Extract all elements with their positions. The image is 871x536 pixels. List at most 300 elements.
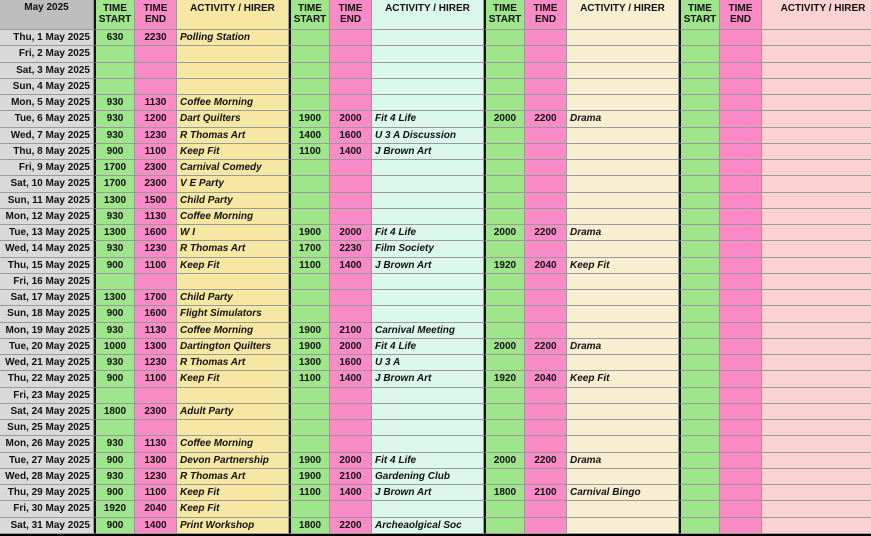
activity-cell[interactable]	[567, 79, 679, 95]
time-start-cell[interactable]	[289, 420, 330, 436]
time-end-cell[interactable]: 2000	[330, 453, 372, 469]
time-start-cell[interactable]	[484, 436, 525, 452]
time-start-cell[interactable]	[679, 111, 720, 127]
activity-cell[interactable]: Coffee Morning	[177, 95, 289, 111]
time-start-cell[interactable]	[679, 518, 720, 534]
activity-cell[interactable]	[762, 258, 871, 274]
activity-cell[interactable]	[372, 63, 484, 79]
time-start-cell[interactable]	[484, 144, 525, 160]
time-start-cell[interactable]	[679, 274, 720, 290]
time-start-cell[interactable]	[679, 290, 720, 306]
time-end-cell[interactable]	[720, 176, 762, 192]
activity-cell[interactable]	[762, 209, 871, 225]
activity-cell[interactable]	[372, 436, 484, 452]
time-end-cell[interactable]	[525, 306, 567, 322]
activity-cell[interactable]	[372, 46, 484, 62]
time-end-cell[interactable]	[720, 290, 762, 306]
activity-cell[interactable]: Adult Party	[177, 404, 289, 420]
time-start-cell[interactable]: 900	[94, 371, 135, 387]
activity-cell[interactable]	[567, 144, 679, 160]
date-cell[interactable]: Sun, 18 May 2025	[0, 306, 94, 322]
time-start-cell[interactable]: 930	[94, 469, 135, 485]
time-end-cell[interactable]	[525, 176, 567, 192]
time-start-cell[interactable]	[679, 323, 720, 339]
time-start-cell[interactable]: 1100	[289, 258, 330, 274]
time-end-cell[interactable]	[330, 209, 372, 225]
time-end-cell[interactable]	[525, 46, 567, 62]
activity-cell[interactable]	[567, 209, 679, 225]
activity-cell[interactable]: Coffee Morning	[177, 436, 289, 452]
time-start-cell[interactable]	[679, 420, 720, 436]
activity-cell[interactable]	[177, 274, 289, 290]
activity-cell[interactable]	[762, 404, 871, 420]
activity-cell[interactable]	[762, 388, 871, 404]
time-start-cell[interactable]: 1000	[94, 339, 135, 355]
date-cell[interactable]: Wed, 7 May 2025	[0, 128, 94, 144]
time-end-cell[interactable]	[720, 30, 762, 46]
time-start-cell[interactable]	[289, 46, 330, 62]
time-end-cell[interactable]	[720, 63, 762, 79]
time-end-cell[interactable]	[525, 323, 567, 339]
time-end-cell[interactable]: 1700	[135, 290, 177, 306]
time-end-cell[interactable]: 1230	[135, 355, 177, 371]
time-start-cell[interactable]	[289, 290, 330, 306]
date-cell[interactable]: Thu, 29 May 2025	[0, 485, 94, 501]
time-end-cell[interactable]	[720, 323, 762, 339]
activity-cell[interactable]	[372, 274, 484, 290]
time-end-cell[interactable]	[720, 128, 762, 144]
time-start-cell[interactable]	[679, 371, 720, 387]
date-cell[interactable]: Mon, 5 May 2025	[0, 95, 94, 111]
time-end-cell[interactable]	[135, 388, 177, 404]
time-start-cell[interactable]: 2000	[484, 453, 525, 469]
time-start-cell[interactable]: 1920	[484, 258, 525, 274]
time-end-cell[interactable]: 2200	[525, 225, 567, 241]
activity-cell[interactable]	[567, 518, 679, 534]
date-cell[interactable]: Sat, 31 May 2025	[0, 518, 94, 534]
time-start-cell[interactable]: 930	[94, 111, 135, 127]
time-start-cell[interactable]	[679, 30, 720, 46]
time-end-cell[interactable]	[720, 258, 762, 274]
activity-cell[interactable]	[762, 339, 871, 355]
time-end-cell[interactable]: 2000	[330, 111, 372, 127]
date-cell[interactable]: Mon, 26 May 2025	[0, 436, 94, 452]
time-end-cell[interactable]	[330, 290, 372, 306]
activity-cell[interactable]: Fit 4 Life	[372, 453, 484, 469]
date-cell[interactable]: Wed, 14 May 2025	[0, 241, 94, 257]
activity-cell[interactable]	[177, 63, 289, 79]
time-end-cell[interactable]	[525, 404, 567, 420]
activity-cell[interactable]: Keep Fit	[567, 371, 679, 387]
time-start-cell[interactable]	[484, 95, 525, 111]
activity-cell[interactable]: Child Party	[177, 193, 289, 209]
time-end-cell[interactable]: 1400	[330, 485, 372, 501]
time-end-cell[interactable]	[525, 436, 567, 452]
time-start-cell[interactable]	[484, 355, 525, 371]
activity-cell[interactable]	[762, 63, 871, 79]
time-end-cell[interactable]: 1100	[135, 258, 177, 274]
activity-cell[interactable]	[762, 128, 871, 144]
time-end-cell[interactable]: 1600	[330, 128, 372, 144]
activity-cell[interactable]	[567, 290, 679, 306]
time-start-cell[interactable]: 2000	[484, 225, 525, 241]
activity-cell[interactable]: Keep Fit	[177, 485, 289, 501]
time-end-cell[interactable]	[720, 79, 762, 95]
time-end-cell[interactable]: 2200	[330, 518, 372, 534]
time-start-cell[interactable]	[484, 176, 525, 192]
activity-cell[interactable]: R Thomas Art	[177, 241, 289, 257]
time-end-cell[interactable]	[135, 79, 177, 95]
time-start-cell[interactable]: 1800	[484, 485, 525, 501]
time-start-cell[interactable]: 1300	[94, 225, 135, 241]
time-end-cell[interactable]	[720, 501, 762, 517]
time-start-cell[interactable]: 900	[94, 485, 135, 501]
time-end-cell[interactable]: 1400	[330, 371, 372, 387]
time-end-cell[interactable]	[720, 355, 762, 371]
time-end-cell[interactable]	[720, 306, 762, 322]
time-end-cell[interactable]	[330, 388, 372, 404]
activity-cell[interactable]	[762, 355, 871, 371]
time-start-cell[interactable]	[289, 306, 330, 322]
activity-cell[interactable]: R Thomas Art	[177, 355, 289, 371]
time-end-cell[interactable]: 1600	[135, 306, 177, 322]
activity-cell[interactable]: V E Party	[177, 176, 289, 192]
time-end-cell[interactable]: 2100	[330, 323, 372, 339]
time-start-cell[interactable]	[484, 63, 525, 79]
time-start-cell[interactable]: 1900	[289, 469, 330, 485]
activity-cell[interactable]	[762, 225, 871, 241]
time-start-cell[interactable]	[484, 46, 525, 62]
activity-cell[interactable]	[762, 323, 871, 339]
time-end-cell[interactable]: 2000	[330, 225, 372, 241]
time-end-cell[interactable]: 2200	[525, 453, 567, 469]
time-start-cell[interactable]	[484, 274, 525, 290]
time-end-cell[interactable]	[135, 420, 177, 436]
activity-cell[interactable]	[762, 371, 871, 387]
activity-cell[interactable]	[567, 176, 679, 192]
date-cell[interactable]: Mon, 12 May 2025	[0, 209, 94, 225]
time-start-cell[interactable]	[679, 469, 720, 485]
time-end-cell[interactable]	[330, 193, 372, 209]
activity-cell[interactable]	[762, 290, 871, 306]
date-cell[interactable]: Sun, 25 May 2025	[0, 420, 94, 436]
activity-cell[interactable]: Film Society	[372, 241, 484, 257]
date-cell[interactable]: Tue, 13 May 2025	[0, 225, 94, 241]
activity-cell[interactable]: Keep Fit	[177, 258, 289, 274]
time-start-cell[interactable]: 630	[94, 30, 135, 46]
time-start-cell[interactable]	[679, 63, 720, 79]
time-start-cell[interactable]	[94, 388, 135, 404]
activity-cell[interactable]: Archeaolgical Soc	[372, 518, 484, 534]
time-end-cell[interactable]: 1230	[135, 128, 177, 144]
activity-cell[interactable]	[567, 388, 679, 404]
time-end-cell[interactable]	[720, 111, 762, 127]
time-end-cell[interactable]	[525, 144, 567, 160]
time-start-cell[interactable]	[679, 95, 720, 111]
time-end-cell[interactable]: 1200	[135, 111, 177, 127]
activity-cell[interactable]	[567, 193, 679, 209]
time-start-cell[interactable]	[679, 79, 720, 95]
activity-cell[interactable]	[567, 30, 679, 46]
activity-cell[interactable]	[567, 95, 679, 111]
time-start-cell[interactable]	[289, 79, 330, 95]
time-end-cell[interactable]: 2040	[135, 501, 177, 517]
activity-cell[interactable]: Flight Simulators	[177, 306, 289, 322]
activity-cell[interactable]: Dart Quilters	[177, 111, 289, 127]
activity-cell[interactable]	[372, 79, 484, 95]
time-end-cell[interactable]	[525, 193, 567, 209]
time-start-cell[interactable]	[484, 193, 525, 209]
time-end-cell[interactable]	[720, 339, 762, 355]
time-end-cell[interactable]: 1300	[135, 339, 177, 355]
time-end-cell[interactable]	[720, 469, 762, 485]
time-end-cell[interactable]	[330, 176, 372, 192]
activity-cell[interactable]	[372, 193, 484, 209]
activity-cell[interactable]	[177, 79, 289, 95]
time-end-cell[interactable]	[525, 420, 567, 436]
time-start-cell[interactable]	[289, 404, 330, 420]
date-cell[interactable]: Tue, 27 May 2025	[0, 453, 94, 469]
time-end-cell[interactable]: 1100	[135, 485, 177, 501]
activity-cell[interactable]	[567, 469, 679, 485]
activity-cell[interactable]	[567, 420, 679, 436]
activity-cell[interactable]	[567, 323, 679, 339]
time-end-cell[interactable]	[330, 420, 372, 436]
activity-cell[interactable]: Keep Fit	[567, 258, 679, 274]
time-start-cell[interactable]: 2000	[484, 111, 525, 127]
time-end-cell[interactable]: 1130	[135, 209, 177, 225]
time-start-cell[interactable]	[484, 469, 525, 485]
date-cell[interactable]: Mon, 19 May 2025	[0, 323, 94, 339]
time-start-cell[interactable]	[289, 63, 330, 79]
time-start-cell[interactable]	[679, 46, 720, 62]
time-end-cell[interactable]: 1130	[135, 436, 177, 452]
time-end-cell[interactable]: 2100	[330, 469, 372, 485]
time-start-cell[interactable]: 2000	[484, 339, 525, 355]
time-start-cell[interactable]: 900	[94, 453, 135, 469]
activity-cell[interactable]: R Thomas Art	[177, 128, 289, 144]
date-cell[interactable]: Thu, 1 May 2025	[0, 30, 94, 46]
time-start-cell[interactable]	[679, 436, 720, 452]
activity-cell[interactable]: Devon Partnership	[177, 453, 289, 469]
activity-cell[interactable]: Keep Fit	[177, 501, 289, 517]
date-cell[interactable]: Sat, 10 May 2025	[0, 176, 94, 192]
time-end-cell[interactable]	[525, 518, 567, 534]
time-end-cell[interactable]	[525, 95, 567, 111]
activity-cell[interactable]	[372, 176, 484, 192]
time-start-cell[interactable]	[679, 128, 720, 144]
date-cell[interactable]: Sun, 11 May 2025	[0, 193, 94, 209]
time-end-cell[interactable]: 1400	[135, 518, 177, 534]
time-end-cell[interactable]: 1230	[135, 241, 177, 257]
activity-cell[interactable]	[762, 274, 871, 290]
time-end-cell[interactable]: 1130	[135, 323, 177, 339]
activity-cell[interactable]	[567, 63, 679, 79]
date-cell[interactable]: Sun, 4 May 2025	[0, 79, 94, 95]
activity-cell[interactable]	[762, 79, 871, 95]
time-end-cell[interactable]	[525, 79, 567, 95]
time-end-cell[interactable]	[330, 79, 372, 95]
time-start-cell[interactable]	[679, 339, 720, 355]
time-start-cell[interactable]	[679, 388, 720, 404]
activity-cell[interactable]: Keep Fit	[177, 371, 289, 387]
time-end-cell[interactable]	[720, 420, 762, 436]
time-start-cell[interactable]	[679, 176, 720, 192]
activity-cell[interactable]	[372, 388, 484, 404]
activity-cell[interactable]: Drama	[567, 111, 679, 127]
time-start-cell[interactable]	[289, 436, 330, 452]
time-start-cell[interactable]	[679, 225, 720, 241]
time-start-cell[interactable]	[289, 501, 330, 517]
time-start-cell[interactable]: 900	[94, 258, 135, 274]
time-end-cell[interactable]: 1100	[135, 144, 177, 160]
activity-cell[interactable]	[762, 485, 871, 501]
time-start-cell[interactable]	[679, 404, 720, 420]
activity-cell[interactable]	[567, 274, 679, 290]
time-start-cell[interactable]	[289, 209, 330, 225]
time-end-cell[interactable]	[330, 63, 372, 79]
time-start-cell[interactable]	[484, 128, 525, 144]
time-start-cell[interactable]	[679, 453, 720, 469]
time-start-cell[interactable]: 930	[94, 241, 135, 257]
time-end-cell[interactable]: 1400	[330, 144, 372, 160]
activity-cell[interactable]	[177, 388, 289, 404]
time-end-cell[interactable]: 1400	[330, 258, 372, 274]
activity-cell[interactable]: Carnival Meeting	[372, 323, 484, 339]
date-cell[interactable]: Wed, 28 May 2025	[0, 469, 94, 485]
date-cell[interactable]: Wed, 21 May 2025	[0, 355, 94, 371]
activity-cell[interactable]: J Brown Art	[372, 258, 484, 274]
time-start-cell[interactable]	[289, 193, 330, 209]
time-start-cell[interactable]	[679, 160, 720, 176]
time-start-cell[interactable]: 930	[94, 95, 135, 111]
time-start-cell[interactable]: 930	[94, 436, 135, 452]
activity-cell[interactable]: Fit 4 Life	[372, 339, 484, 355]
activity-cell[interactable]	[372, 501, 484, 517]
time-end-cell[interactable]: 1500	[135, 193, 177, 209]
activity-cell[interactable]	[762, 95, 871, 111]
time-end-cell[interactable]	[135, 46, 177, 62]
activity-cell[interactable]	[762, 46, 871, 62]
time-end-cell[interactable]: 2300	[135, 404, 177, 420]
date-cell[interactable]: Tue, 6 May 2025	[0, 111, 94, 127]
time-start-cell[interactable]: 1900	[289, 225, 330, 241]
activity-cell[interactable]: Coffee Morning	[177, 323, 289, 339]
time-start-cell[interactable]	[679, 501, 720, 517]
time-start-cell[interactable]: 900	[94, 306, 135, 322]
date-cell[interactable]: Sat, 17 May 2025	[0, 290, 94, 306]
time-start-cell[interactable]	[289, 274, 330, 290]
time-start-cell[interactable]: 1400	[289, 128, 330, 144]
activity-cell[interactable]	[762, 241, 871, 257]
activity-cell[interactable]: Gardening Club	[372, 469, 484, 485]
time-start-cell[interactable]	[94, 79, 135, 95]
time-end-cell[interactable]: 1600	[330, 355, 372, 371]
date-cell[interactable]: Sat, 3 May 2025	[0, 63, 94, 79]
time-start-cell[interactable]: 1300	[289, 355, 330, 371]
time-end-cell[interactable]	[720, 404, 762, 420]
time-start-cell[interactable]: 1920	[484, 371, 525, 387]
time-start-cell[interactable]: 1700	[94, 160, 135, 176]
time-start-cell[interactable]: 1100	[289, 371, 330, 387]
time-start-cell[interactable]: 1800	[289, 518, 330, 534]
time-end-cell[interactable]	[720, 436, 762, 452]
time-start-cell[interactable]	[484, 160, 525, 176]
time-start-cell[interactable]	[484, 241, 525, 257]
time-start-cell[interactable]: 1700	[94, 176, 135, 192]
time-end-cell[interactable]	[330, 46, 372, 62]
time-end-cell[interactable]	[525, 501, 567, 517]
time-start-cell[interactable]	[679, 258, 720, 274]
time-start-cell[interactable]	[484, 501, 525, 517]
time-start-cell[interactable]	[289, 388, 330, 404]
activity-cell[interactable]	[762, 111, 871, 127]
activity-cell[interactable]	[567, 306, 679, 322]
activity-cell[interactable]	[762, 160, 871, 176]
activity-cell[interactable]: Child Party	[177, 290, 289, 306]
activity-cell[interactable]	[567, 160, 679, 176]
activity-cell[interactable]: Carnival Comedy	[177, 160, 289, 176]
date-cell[interactable]: Thu, 22 May 2025	[0, 371, 94, 387]
activity-cell[interactable]	[177, 46, 289, 62]
time-start-cell[interactable]	[484, 388, 525, 404]
activity-cell[interactable]	[762, 469, 871, 485]
activity-cell[interactable]: J Brown Art	[372, 144, 484, 160]
time-end-cell[interactable]	[330, 501, 372, 517]
time-start-cell[interactable]: 1900	[289, 323, 330, 339]
time-start-cell[interactable]: 930	[94, 355, 135, 371]
activity-cell[interactable]: Coffee Morning	[177, 209, 289, 225]
activity-cell[interactable]: J Brown Art	[372, 485, 484, 501]
activity-cell[interactable]	[762, 453, 871, 469]
time-start-cell[interactable]: 1100	[289, 485, 330, 501]
activity-cell[interactable]	[762, 420, 871, 436]
activity-cell[interactable]: Carnival Bingo	[567, 485, 679, 501]
activity-cell[interactable]: Drama	[567, 225, 679, 241]
time-start-cell[interactable]	[679, 193, 720, 209]
time-start-cell[interactable]: 930	[94, 209, 135, 225]
time-start-cell[interactable]	[484, 79, 525, 95]
activity-cell[interactable]	[762, 436, 871, 452]
time-end-cell[interactable]	[720, 371, 762, 387]
activity-cell[interactable]	[372, 30, 484, 46]
time-end-cell[interactable]: 1100	[135, 371, 177, 387]
activity-cell[interactable]	[567, 241, 679, 257]
time-end-cell[interactable]	[525, 241, 567, 257]
date-cell[interactable]: Tue, 20 May 2025	[0, 339, 94, 355]
time-start-cell[interactable]: 1100	[289, 144, 330, 160]
activity-cell[interactable]	[567, 355, 679, 371]
time-end-cell[interactable]: 2040	[525, 371, 567, 387]
time-start-cell[interactable]	[484, 306, 525, 322]
time-end-cell[interactable]	[525, 128, 567, 144]
time-end-cell[interactable]	[720, 241, 762, 257]
time-start-cell[interactable]: 1300	[94, 193, 135, 209]
activity-cell[interactable]	[762, 176, 871, 192]
time-end-cell[interactable]: 2230	[135, 30, 177, 46]
time-end-cell[interactable]	[330, 274, 372, 290]
time-start-cell[interactable]	[679, 144, 720, 160]
activity-cell[interactable]	[372, 306, 484, 322]
time-start-cell[interactable]	[289, 95, 330, 111]
activity-cell[interactable]: Print Workshop	[177, 518, 289, 534]
activity-cell[interactable]	[567, 46, 679, 62]
time-end-cell[interactable]	[330, 95, 372, 111]
activity-cell[interactable]	[372, 95, 484, 111]
time-end-cell[interactable]	[525, 160, 567, 176]
time-end-cell[interactable]: 1600	[135, 225, 177, 241]
time-start-cell[interactable]	[94, 63, 135, 79]
